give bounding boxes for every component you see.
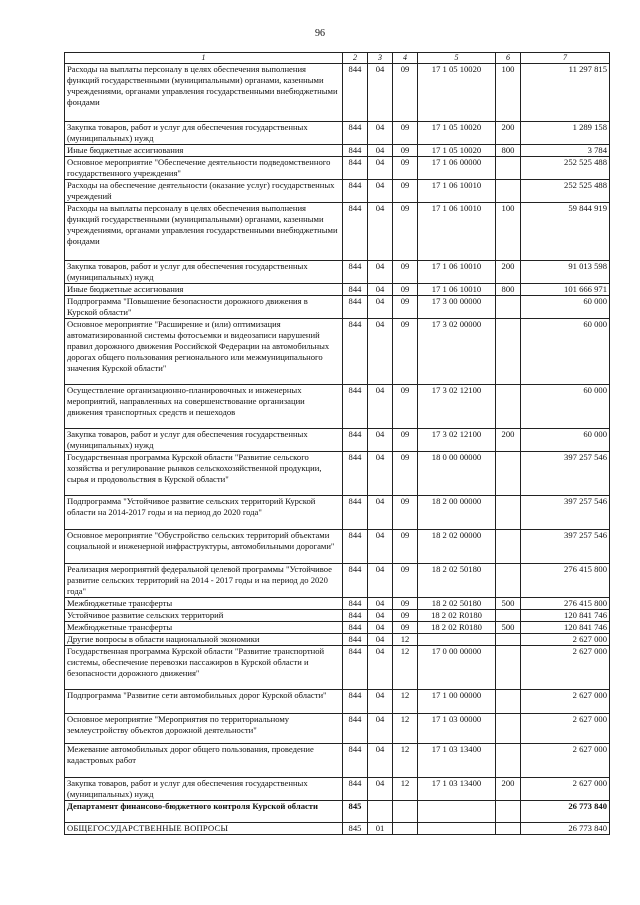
table-row [65, 634, 610, 646]
row-code-4-cell: 09 [393, 496, 418, 530]
row-name-cell: Реализация мероприятий федеральной целевой программы "Устойчивое развитие сельских территорий на 2014 - 2017 годы и на период до 2020 года" [65, 564, 343, 598]
table-row [65, 530, 610, 564]
row-amount-cell: 60 000 [521, 296, 610, 319]
row-code-2-cell: 844 [343, 646, 368, 690]
row-code-6-cell [496, 319, 521, 385]
row-code-3-cell: 04 [368, 496, 393, 530]
table-row [65, 385, 610, 429]
row-name-cell: Государственная программа Курской области "Развитие транспортной системы, обеспечение перевозки пассажиров в Курской области и безопасности дорожного движения" [65, 646, 343, 690]
row-code-5-cell: 18 2 02 50180 [418, 598, 496, 610]
row-code-6-cell [496, 610, 521, 622]
row-code-6-cell [496, 801, 521, 823]
table-row [65, 261, 610, 284]
row-amount-cell: 11 297 815 [521, 64, 610, 122]
row-code-5-cell: 17 3 02 12100 [418, 385, 496, 429]
row-code-6-cell: 200 [496, 429, 521, 452]
row-code-4-cell: 12 [393, 714, 418, 744]
row-name-cell: Иные бюджетные ассигнования [65, 145, 343, 157]
row-code-3-cell: 04 [368, 622, 393, 634]
row-code-2-cell: 845 [343, 823, 368, 835]
row-code-6-cell [496, 646, 521, 690]
row-code-3-cell: 04 [368, 646, 393, 690]
row-code-2-cell: 844 [343, 598, 368, 610]
row-code-5-cell: 17 1 06 10010 [418, 203, 496, 261]
row-code-6-cell [496, 530, 521, 564]
row-code-6-cell [496, 714, 521, 744]
row-code-2-cell: 844 [343, 622, 368, 634]
table-row [65, 145, 610, 157]
table-row [65, 778, 610, 801]
row-code-6-cell: 100 [496, 203, 521, 261]
header-col-4: 4 [393, 53, 418, 64]
row-amount-cell: 3 784 [521, 145, 610, 157]
header-col-1: 1 [65, 53, 343, 64]
row-name-cell: Расходы на выплаты персоналу в целях обеспечения выполнения функций государственными (муниципальными) органами, казенными учреждениями, органами управления государственными внебюджетными фондами [65, 64, 343, 122]
row-name-cell: Закупка товаров, работ и услуг для обеспечения государственных (муниципальных) нужд [65, 429, 343, 452]
row-name-cell: Подпрограмма "Устойчивое развитие сельских территорий Курской области на 2014-2017 годы и на период до 2020 года" [65, 496, 343, 530]
row-code-5-cell [418, 801, 496, 823]
row-code-3-cell [368, 801, 393, 823]
row-code-3-cell: 04 [368, 284, 393, 296]
row-code-3-cell: 04 [368, 598, 393, 610]
row-code-4-cell [393, 823, 418, 835]
row-amount-cell: 60 000 [521, 429, 610, 452]
row-code-3-cell: 04 [368, 744, 393, 778]
row-code-2-cell: 844 [343, 496, 368, 530]
row-amount-cell: 397 257 546 [521, 452, 610, 496]
row-code-6-cell: 200 [496, 122, 521, 145]
header-col-6: 6 [496, 53, 521, 64]
row-code-2-cell: 844 [343, 530, 368, 564]
row-name-cell: Закупка товаров, работ и услуг для обеспечения государственных (муниципальных) нужд [65, 778, 343, 801]
row-code-4-cell: 09 [393, 530, 418, 564]
row-amount-cell: 26 773 840 [521, 823, 610, 835]
row-code-4-cell: 12 [393, 634, 418, 646]
row-name-cell: Устойчивое развитие сельских территорий [65, 610, 343, 622]
row-code-3-cell: 04 [368, 157, 393, 180]
row-code-3-cell: 04 [368, 429, 393, 452]
row-code-5-cell: 18 0 00 00000 [418, 452, 496, 496]
row-code-6-cell: 800 [496, 284, 521, 296]
row-code-2-cell: 844 [343, 634, 368, 646]
row-name-cell: Основное мероприятие "Мероприятия по территориальному землеустройству объектов дорожной деятельности" [65, 714, 343, 744]
row-code-4-cell: 12 [393, 744, 418, 778]
row-code-4-cell: 09 [393, 203, 418, 261]
row-amount-cell: 276 415 800 [521, 564, 610, 598]
row-code-3-cell: 04 [368, 564, 393, 598]
row-code-5-cell: 17 3 02 12100 [418, 429, 496, 452]
row-name-cell: Расходы на выплаты персоналу в целях обеспечения выполнения функций государственными (муниципальными) органами, казенными учреждениями, органами управления государственными внебюджетными фондами [65, 203, 343, 261]
table-row [65, 319, 610, 385]
row-code-6-cell: 200 [496, 261, 521, 284]
header-col-3: 3 [368, 53, 393, 64]
row-code-5-cell: 18 2 02 R0180 [418, 610, 496, 622]
row-amount-cell: 2 627 000 [521, 744, 610, 778]
row-amount-cell: 2 627 000 [521, 778, 610, 801]
row-code-2-cell: 844 [343, 385, 368, 429]
row-code-3-cell: 04 [368, 778, 393, 801]
table-row [65, 690, 610, 714]
header-col-5: 5 [418, 53, 496, 64]
row-code-5-cell: 18 2 02 50180 [418, 564, 496, 598]
row-code-4-cell [393, 801, 418, 823]
table-row [65, 646, 610, 690]
row-code-6-cell [496, 564, 521, 598]
row-code-5-cell: 17 0 00 00000 [418, 646, 496, 690]
table-row [65, 496, 610, 530]
row-code-3-cell: 04 [368, 180, 393, 203]
row-code-4-cell: 12 [393, 778, 418, 801]
row-code-4-cell: 12 [393, 646, 418, 690]
row-name-cell: Основное мероприятие "Обеспечение деятельности подведомственного государственного учреждения" [65, 157, 343, 180]
row-code-4-cell: 09 [393, 157, 418, 180]
row-code-2-cell: 844 [343, 157, 368, 180]
row-code-3-cell: 04 [368, 261, 393, 284]
row-code-3-cell: 04 [368, 452, 393, 496]
budget-table [64, 52, 610, 835]
row-code-6-cell [496, 180, 521, 203]
row-code-5-cell: 17 1 05 10020 [418, 64, 496, 122]
table-row [65, 64, 610, 122]
table-row [65, 452, 610, 496]
row-name-cell: Межбюджетные трансферты [65, 598, 343, 610]
row-amount-cell: 101 666 971 [521, 284, 610, 296]
row-code-3-cell: 04 [368, 690, 393, 714]
row-code-6-cell [496, 452, 521, 496]
row-code-5-cell: 18 2 02 R0180 [418, 622, 496, 634]
row-code-4-cell: 09 [393, 319, 418, 385]
row-amount-cell: 276 415 800 [521, 598, 610, 610]
row-code-6-cell [496, 496, 521, 530]
row-code-4-cell: 09 [393, 610, 418, 622]
row-code-4-cell: 09 [393, 261, 418, 284]
row-amount-cell: 59 844 919 [521, 203, 610, 261]
row-code-5-cell [418, 823, 496, 835]
row-code-4-cell: 09 [393, 122, 418, 145]
table-row [65, 203, 610, 261]
page-number: 96 [315, 28, 325, 39]
row-code-2-cell: 844 [343, 122, 368, 145]
row-code-3-cell: 04 [368, 530, 393, 564]
row-amount-cell: 60 000 [521, 319, 610, 385]
row-code-5-cell: 17 1 00 00000 [418, 690, 496, 714]
table-header-row [65, 53, 610, 64]
row-code-6-cell [496, 385, 521, 429]
row-name-cell: Осуществление организационно-планировочных и инженерных мероприятий, направленных на совершенствование организации движения транспортных средств и пешеходов [65, 385, 343, 429]
row-code-6-cell: 500 [496, 622, 521, 634]
row-amount-cell: 120 841 746 [521, 610, 610, 622]
row-code-4-cell: 09 [393, 385, 418, 429]
row-amount-cell: 252 525 488 [521, 157, 610, 180]
row-name-cell: Закупка товаров, работ и услуг для обеспечения государственных (муниципальных) нужд [65, 122, 343, 145]
row-amount-cell: 252 525 488 [521, 180, 610, 203]
row-code-2-cell: 844 [343, 284, 368, 296]
row-code-5-cell: 17 1 03 13400 [418, 778, 496, 801]
row-code-3-cell: 04 [368, 610, 393, 622]
row-code-3-cell: 04 [368, 634, 393, 646]
row-code-2-cell: 844 [343, 610, 368, 622]
row-code-3-cell: 04 [368, 64, 393, 122]
row-code-3-cell: 04 [368, 714, 393, 744]
row-code-3-cell: 04 [368, 145, 393, 157]
table-row [65, 598, 610, 610]
table-row [65, 714, 610, 744]
row-code-2-cell: 844 [343, 564, 368, 598]
row-code-4-cell: 09 [393, 429, 418, 452]
row-amount-cell: 1 289 158 [521, 122, 610, 145]
row-code-2-cell: 844 [343, 714, 368, 744]
table-row [65, 429, 610, 452]
table-row [65, 823, 610, 835]
table-row [65, 564, 610, 598]
row-code-3-cell: 04 [368, 296, 393, 319]
row-code-5-cell: 17 3 02 00000 [418, 319, 496, 385]
row-code-5-cell: 17 1 06 00000 [418, 157, 496, 180]
row-name-cell: Государственная программа Курской области "Развитие сельского хозяйства и регулирование рынков сельскохозяйственной продукции, сырья и продовольствия в Курской области" [65, 452, 343, 496]
row-code-5-cell: 18 2 00 00000 [418, 496, 496, 530]
row-code-5-cell: 17 1 03 13400 [418, 744, 496, 778]
table-row [65, 801, 610, 823]
row-code-5-cell: 17 1 06 10010 [418, 180, 496, 203]
row-name-cell: Подпрограмма "Развитие сети автомобильных дорог Курской области" [65, 690, 343, 714]
row-code-5-cell: 17 1 05 10020 [418, 145, 496, 157]
row-code-5-cell: 17 1 06 10010 [418, 261, 496, 284]
row-amount-cell: 60 000 [521, 385, 610, 429]
row-name-cell: Департамент финансово-бюджетного контроля Курской области [65, 801, 343, 823]
row-code-2-cell: 844 [343, 690, 368, 714]
row-code-6-cell: 500 [496, 598, 521, 610]
row-code-6-cell: 200 [496, 778, 521, 801]
row-amount-cell: 26 773 840 [521, 801, 610, 823]
row-code-4-cell: 09 [393, 622, 418, 634]
row-name-cell: Иные бюджетные ассигнования [65, 284, 343, 296]
row-code-2-cell: 844 [343, 452, 368, 496]
row-code-4-cell: 09 [393, 598, 418, 610]
row-code-6-cell [496, 296, 521, 319]
row-amount-cell: 91 013 598 [521, 261, 610, 284]
row-code-3-cell: 01 [368, 823, 393, 835]
row-amount-cell: 2 627 000 [521, 634, 610, 646]
row-amount-cell: 397 257 546 [521, 496, 610, 530]
row-code-2-cell: 844 [343, 744, 368, 778]
row-code-5-cell: 17 3 00 00000 [418, 296, 496, 319]
row-code-2-cell: 844 [343, 429, 368, 452]
row-code-6-cell [496, 157, 521, 180]
row-code-3-cell: 04 [368, 385, 393, 429]
row-name-cell: Основное мероприятие "Расширение и (или) оптимизация автоматизированной системы фотосъемки и видеозаписи нарушений правил дорожного движения Российской Федерации на автомобильных дорогах общего пользования регионального или межмуниципального значения Курской области" [65, 319, 343, 385]
row-name-cell: Межевание автомобильных дорог общего пользования, проведение кадастровых работ [65, 744, 343, 778]
row-code-2-cell: 844 [343, 319, 368, 385]
row-code-4-cell: 09 [393, 452, 418, 496]
row-code-5-cell [418, 634, 496, 646]
table-row [65, 122, 610, 145]
table-row [65, 744, 610, 778]
row-name-cell: Закупка товаров, работ и услуг для обеспечения государственных (муниципальных) нужд [65, 261, 343, 284]
row-code-4-cell: 12 [393, 690, 418, 714]
row-code-3-cell: 04 [368, 203, 393, 261]
table-row [65, 296, 610, 319]
row-code-5-cell: 17 1 05 10020 [418, 122, 496, 145]
row-code-3-cell: 04 [368, 319, 393, 385]
row-amount-cell: 2 627 000 [521, 690, 610, 714]
row-name-cell: Подпрограмма "Повышение безопасности дорожного движения в Курской области" [65, 296, 343, 319]
row-amount-cell: 120 841 746 [521, 622, 610, 634]
row-code-6-cell [496, 823, 521, 835]
row-code-4-cell: 09 [393, 284, 418, 296]
row-code-5-cell: 17 1 03 00000 [418, 714, 496, 744]
row-code-4-cell: 09 [393, 564, 418, 598]
row-code-2-cell: 844 [343, 145, 368, 157]
row-code-2-cell: 844 [343, 778, 368, 801]
row-amount-cell: 2 627 000 [521, 714, 610, 744]
row-code-2-cell: 844 [343, 296, 368, 319]
row-name-cell: ОБЩЕГОСУДАРСТВЕННЫЕ ВОПРОСЫ [65, 823, 343, 835]
row-code-5-cell: 18 2 02 00000 [418, 530, 496, 564]
row-code-4-cell: 09 [393, 145, 418, 157]
row-code-3-cell: 04 [368, 122, 393, 145]
table-row [65, 180, 610, 203]
table-row [65, 284, 610, 296]
row-code-2-cell: 845 [343, 801, 368, 823]
row-code-6-cell [496, 634, 521, 646]
table-row [65, 622, 610, 634]
row-code-6-cell [496, 744, 521, 778]
row-code-6-cell: 800 [496, 145, 521, 157]
row-code-4-cell: 09 [393, 180, 418, 203]
row-code-6-cell: 100 [496, 64, 521, 122]
header-col-2: 2 [343, 53, 368, 64]
row-name-cell: Основное мероприятие "Обустройство сельских территорий объектами социальной и инженерной инфраструктуры, автомобильными дорогами" [65, 530, 343, 564]
row-name-cell: Расходы на обеспечение деятельности (оказание услуг) государственных учреждений [65, 180, 343, 203]
row-amount-cell: 2 627 000 [521, 646, 610, 690]
row-code-2-cell: 844 [343, 261, 368, 284]
header-col-7: 7 [521, 53, 610, 64]
row-code-2-cell: 844 [343, 203, 368, 261]
row-code-5-cell: 17 1 06 10010 [418, 284, 496, 296]
row-code-4-cell: 09 [393, 296, 418, 319]
table-row [65, 610, 610, 622]
row-code-2-cell: 844 [343, 64, 368, 122]
row-code-2-cell: 844 [343, 180, 368, 203]
row-code-4-cell: 09 [393, 64, 418, 122]
table-row [65, 157, 610, 180]
row-name-cell: Другие вопросы в области национальной экономики [65, 634, 343, 646]
row-amount-cell: 397 257 546 [521, 530, 610, 564]
row-code-6-cell [496, 690, 521, 714]
row-name-cell: Межбюджетные трансферты [65, 622, 343, 634]
